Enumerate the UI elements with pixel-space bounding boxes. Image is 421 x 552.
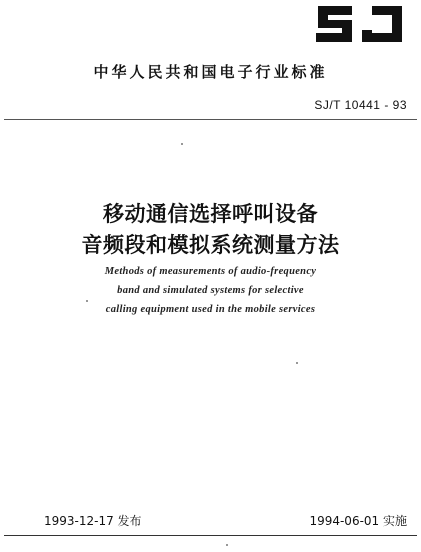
issue-date: 1993-12-17 发布 [44,514,142,528]
issuing-organization: 中华人民共和国电子行业标准 [93,63,328,81]
title-english-line-1: Methods of measurements of audio-frequency [104,266,317,277]
implementation-date: 1994-06-01 实施 [309,514,407,528]
scan-speck [181,143,183,145]
footer-divider [4,535,417,536]
sj-logo [312,4,406,44]
sj-logo-letter-j [362,6,402,42]
standard-number: SJ/T 10441 - 93 [314,98,407,112]
title-chinese-line-1: 移动通信选择呼叫设备 [103,202,318,226]
scan-speck [226,544,228,546]
sj-logo-letter-s [316,6,352,42]
title-english-line-3: calling equipment used in the mobile services [105,304,316,315]
title-english-line-2: band and simulated systems for selective [117,285,304,296]
header-divider [4,119,417,120]
scan-speck [296,362,298,364]
title-chinese-line-2: 音频段和模拟系统测量方法 [81,233,340,257]
scan-speck [86,300,88,302]
